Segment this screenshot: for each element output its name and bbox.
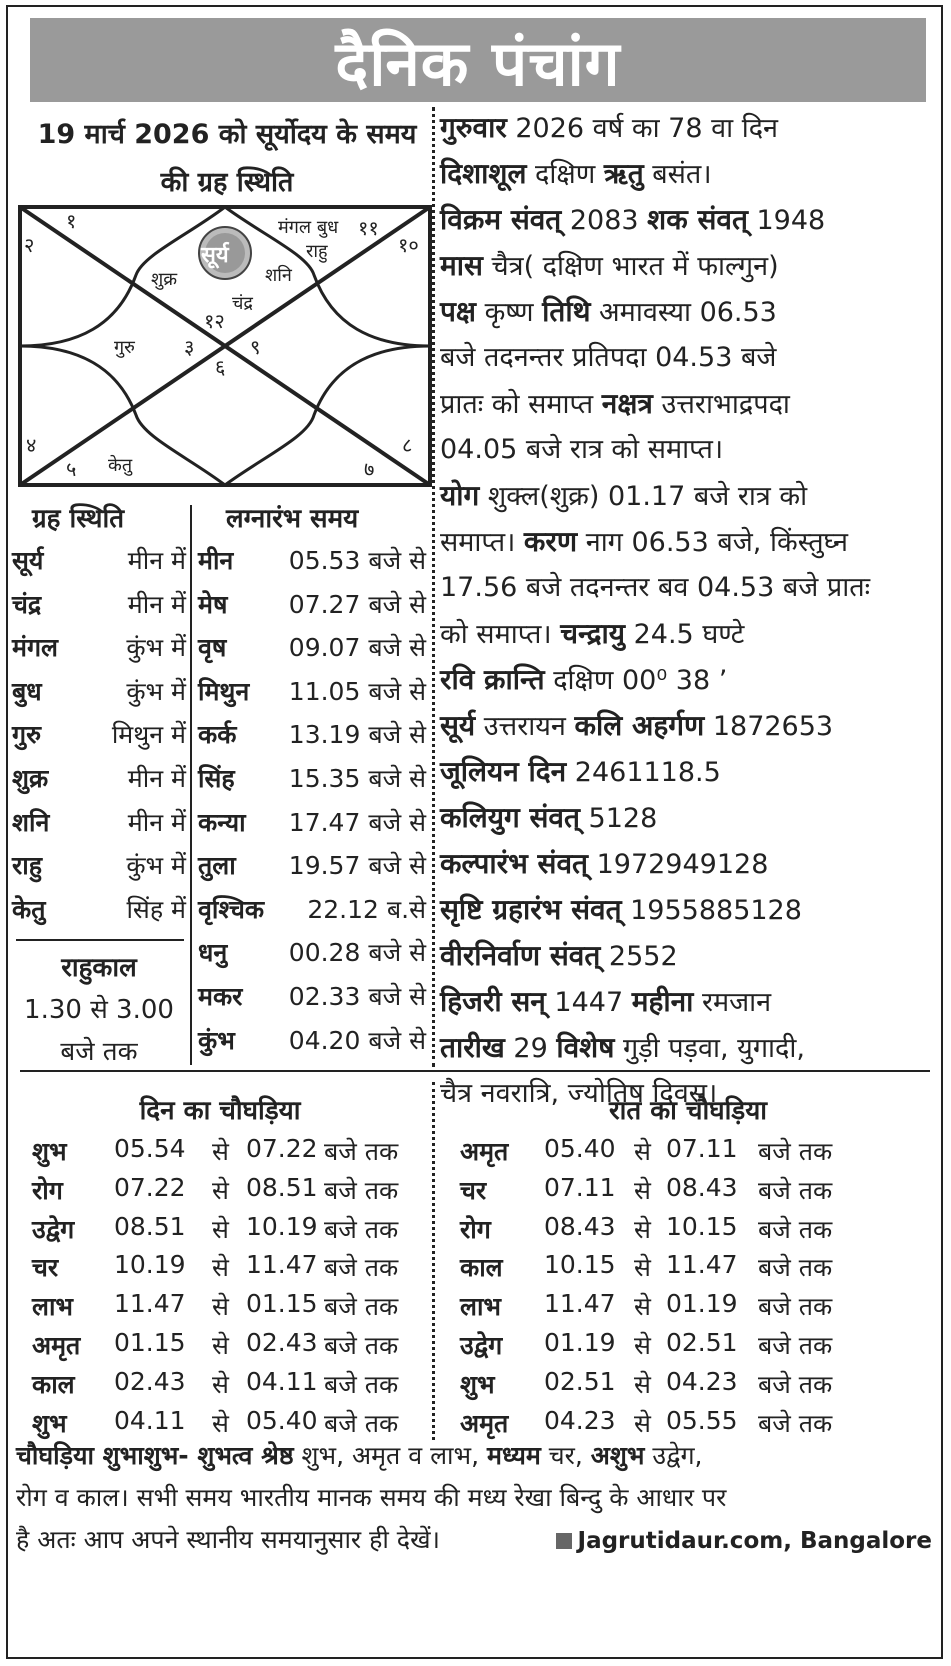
choghadiya-from: 02.43 — [114, 1366, 186, 1396]
choghadiya-to: 10.19 — [246, 1211, 318, 1241]
choghadiya-from: 11.47 — [544, 1289, 616, 1319]
graha-rashi: कुंभ में — [126, 851, 186, 881]
lagna-time: 02.33 बजे से — [288, 982, 426, 1011]
lagna-time: 00.28 बजे से — [288, 938, 426, 968]
panchang-key: शक संवत् — [647, 203, 748, 236]
choghadiya-from: 02.51 — [544, 1366, 616, 1396]
footer-line3: है अतः आप अपने स्थानीय समयानुसार ही देखें। — [16, 1525, 441, 1554]
choghadiya-se: से — [212, 1292, 229, 1322]
graha-rashi: कुंभ में — [126, 633, 186, 663]
lagna-row — [8, 674, 432, 720]
choghadiya-row — [32, 1250, 432, 1291]
lagna-name: तुला — [198, 851, 236, 881]
panchang-key: सृष्टि ग्रहारंभ संवत् — [440, 893, 622, 926]
choghadiya-row — [460, 1328, 860, 1369]
graha-rashi: मीन में — [127, 546, 186, 575]
house-8: ८ — [402, 433, 413, 457]
graha-rashi: कुंभ में — [126, 676, 186, 706]
footer-t2: चर, — [540, 1441, 591, 1470]
panchang-value: नाग 06.53 बजे, किंस्तुघ्न — [577, 527, 849, 558]
choghadiya-se: से — [212, 1214, 229, 1244]
choghadiya-name: काल — [32, 1369, 75, 1399]
panchang-key: हिजरी सन् — [440, 985, 546, 1018]
choghadiya-tak: बजे तक — [758, 1137, 833, 1166]
panchang-key: सूर्य — [440, 709, 476, 742]
choghadiya-se: से — [634, 1408, 651, 1438]
choghadiya-row — [460, 1289, 860, 1330]
panchang-value: रमजान — [693, 987, 772, 1018]
lagna-row — [8, 805, 432, 851]
choghadiya-tak: बजे तक — [324, 1292, 399, 1322]
panchang-value: 04.05 बजे रात्र को समाप्त। — [440, 434, 724, 465]
panchang-key: पक्ष — [440, 295, 476, 328]
graha-name: राहु — [12, 851, 42, 881]
panchang-value: बजे तदनन्तर प्रतिपदा 04.53 बजे — [440, 342, 777, 373]
panchang-value: अमावस्या 06.53 — [590, 297, 777, 328]
choghadiya-row — [32, 1173, 432, 1214]
lagna-row — [8, 848, 432, 894]
choghadiya-se: से — [212, 1175, 229, 1205]
footer-t1: शुभ, अमृत व लाभ, — [293, 1441, 487, 1470]
panchang-line — [440, 1025, 940, 1071]
panchang-value: 5128 — [579, 803, 658, 834]
panchang-line — [440, 979, 940, 1025]
panchang-key: रवि क्रान्ति — [440, 663, 545, 696]
panchang-value: 1955885128 — [621, 895, 802, 926]
panchang-value: 29 — [504, 1033, 557, 1064]
panchang-key: मास — [440, 249, 483, 282]
panchang-value: बसंत। — [643, 159, 712, 190]
lagna-row — [8, 587, 432, 633]
panchang-line — [440, 151, 940, 197]
panchang-value: 2461118.5 — [566, 757, 721, 788]
planet-rahu: राहु — [306, 241, 328, 262]
lagna-time: 11.05 बजे से — [288, 676, 426, 706]
lagna-time: 17.47 बजे से — [288, 807, 426, 837]
panchang-value: उत्तराभाद्रपदा — [652, 389, 790, 420]
panchang-value: 17.56 बजे तदनन्तर बव 04.53 बजे प्रातः — [440, 572, 871, 603]
choghadiya-name: शुभ — [32, 1408, 67, 1438]
panchang-key: जूलियन दिन — [440, 755, 567, 788]
choghadiya-tak: बजे तक — [324, 1214, 399, 1244]
graha-name: शनि — [12, 807, 50, 837]
choghadiya-from: 10.19 — [114, 1250, 186, 1280]
choghadiya-se: से — [634, 1369, 651, 1399]
choghadiya-se: से — [634, 1253, 651, 1283]
panchang-line — [440, 381, 940, 427]
graha-sthiti-heading: ग्रह स्थिति — [32, 504, 125, 534]
panchang-line — [440, 657, 940, 703]
choghadiya-name: रोग — [460, 1214, 491, 1244]
choghadiya-to: 10.15 — [666, 1211, 738, 1241]
choghadiya-se: से — [212, 1408, 229, 1438]
choghadiya-to: 07.11 — [666, 1134, 738, 1163]
panchang-line — [440, 565, 940, 611]
choghadiya-tak: बजे तक — [324, 1369, 399, 1399]
footer-note — [16, 1435, 936, 1561]
lagna-time: 04.20 बजे से — [288, 1025, 426, 1055]
lagna-time: 15.35 बजे से — [288, 764, 426, 793]
din-choghadiya-heading: दिन का चौघड़िया — [139, 1096, 301, 1126]
choghadiya-row — [460, 1367, 860, 1408]
lagna-name: मिथुन — [198, 676, 250, 706]
graha-rashi: सिंह में — [126, 894, 186, 924]
panchang-key: ऋतु — [603, 157, 644, 190]
choghadiya-row — [460, 1173, 860, 1214]
panchang-line — [440, 243, 940, 289]
house-7: ७ — [364, 457, 375, 481]
house-9: ९ — [250, 335, 261, 359]
choghadiya-tak: बजे तक — [324, 1175, 399, 1205]
choghadiya-name: शुभ — [32, 1137, 67, 1166]
choghadiya-to: 02.43 — [246, 1328, 318, 1357]
choghadiya-se: से — [212, 1253, 229, 1283]
lagna-name: धनु — [198, 938, 228, 968]
graha-rashi: मीन में — [127, 589, 186, 619]
choghadiya-to: 01.15 — [246, 1289, 318, 1319]
choghadiya-to: 04.11 — [246, 1366, 318, 1396]
choghadiya-to: 04.23 — [666, 1366, 738, 1396]
house-3: ३ — [184, 335, 195, 359]
panchang-value: प्रातः को समाप्त — [440, 389, 602, 420]
choghadiya-from: 05.40 — [544, 1134, 616, 1163]
house-2: २ — [24, 233, 35, 257]
choghadiya-row — [460, 1134, 860, 1175]
lagna-row — [8, 892, 432, 938]
raat-choghadiya-heading: रात का चौघड़िया — [608, 1096, 768, 1126]
panchang-value: 1948 — [747, 205, 826, 236]
panchang-page — [6, 5, 943, 1659]
lagna-row — [8, 630, 432, 676]
choghadiya-row — [460, 1250, 860, 1291]
lagna-name: कन्या — [198, 807, 246, 837]
lagna-name: वृष — [198, 633, 227, 663]
choghadiya-se: से — [212, 1331, 229, 1360]
panchang-key: नक्षत्र — [601, 387, 653, 420]
panchang-value: गुड़ी पड़वा, युगादी, — [614, 1033, 805, 1064]
lagna-time: 09.07 बजे से — [288, 633, 426, 663]
choghadiya-se: से — [634, 1175, 651, 1205]
panchang-line — [440, 887, 940, 933]
rahukaal-time: 1.30 से 3.00 — [24, 995, 174, 1025]
lagnarambh-heading: लग्नारंभ समय — [226, 504, 359, 534]
house-10: १० — [398, 233, 419, 257]
choghadiya-from: 08.51 — [114, 1211, 186, 1241]
lagna-name: कर्क — [198, 720, 237, 750]
panchang-line — [440, 473, 940, 519]
lagna-name: वृश्चिक — [198, 894, 265, 924]
panchang-value: को समाप्त। — [440, 619, 561, 650]
panchang-value: 2552 — [600, 941, 678, 972]
panchang-line — [440, 749, 940, 795]
choghadiya-name: चर — [460, 1175, 487, 1205]
choghadiya-tak: बजे तक — [758, 1253, 833, 1283]
panchang-value: चैत्र नवरात्रि, ज्योतिष दिवस। — [440, 1078, 718, 1109]
choghadiya-name: काल — [460, 1253, 503, 1283]
page-title: दैनिक पंचांग — [335, 27, 621, 100]
choghadiya-name: अमृत — [32, 1331, 81, 1360]
choghadiya-se: से — [634, 1137, 651, 1166]
footer-b3: अशुभ — [590, 1441, 645, 1470]
choghadiya-se: से — [212, 1137, 229, 1166]
panchang-line — [440, 841, 940, 887]
panchang-details — [440, 105, 940, 1117]
choghadiya-row — [32, 1289, 432, 1330]
choghadiya-from: 10.15 — [544, 1250, 616, 1280]
choghadiya-name: अमृत — [460, 1137, 509, 1166]
choghadiya-name: रोग — [32, 1175, 63, 1205]
graha-name: शुक्र — [12, 764, 49, 793]
planet-shani: शनि — [265, 265, 292, 286]
house-4: ४ — [26, 433, 37, 457]
lagna-row — [8, 717, 432, 763]
choghadiya-tak: बजे तक — [758, 1214, 833, 1244]
panchang-key: वीरनिर्वाण संवत् — [440, 939, 601, 972]
lagna-row — [8, 761, 432, 807]
choghadiya-divider — [432, 1082, 435, 1440]
panchang-line — [440, 335, 940, 381]
house-1: १ — [66, 209, 77, 233]
panchang-key: विक्रम संवत् — [440, 203, 562, 236]
choghadiya-name: चर — [32, 1253, 59, 1283]
panchang-key: तारीख — [440, 1031, 505, 1064]
panchang-key: दिशाशूल — [440, 157, 527, 190]
footer-b1: चौघड़िया शुभाशुभ- शुभत्व श्रेष्ठ — [16, 1441, 294, 1470]
rahukaal-suffix: बजे तक — [60, 1037, 138, 1067]
choghadiya-row — [460, 1212, 860, 1253]
panchang-line — [440, 933, 940, 979]
panchang-value: कृष्ण — [475, 297, 543, 328]
panchang-value: 2083 — [561, 205, 648, 236]
source-text: Jagrutidaur.com, Bangalore — [577, 1528, 932, 1554]
graha-name: सूर्य — [12, 546, 44, 575]
choghadiya-tak: बजे तक — [758, 1331, 833, 1360]
planet-mangal-budh: मंगल बुध — [278, 217, 339, 238]
lagna-name: सिंह — [198, 764, 235, 793]
choghadiya-to: 01.19 — [666, 1289, 738, 1319]
choghadiya-from: 04.23 — [544, 1405, 616, 1435]
footer-line2: रोग व काल। सभी समय भारतीय मानक समय की मध्य रेखा बिन्दु के आधार पर — [16, 1483, 727, 1512]
panchang-line — [440, 795, 940, 841]
graha-name: गुरु — [12, 720, 42, 750]
choghadiya-name: लाभ — [32, 1292, 74, 1322]
choghadiya-to: 07.22 — [246, 1134, 318, 1163]
choghadiya-row — [32, 1134, 432, 1175]
choghadiya-tak: बजे तक — [324, 1331, 399, 1360]
graha-name: केतु — [12, 894, 46, 924]
lagna-time: 13.19 बजे से — [288, 720, 426, 750]
choghadiya-se: से — [212, 1369, 229, 1399]
planet-shukra: शुक्र — [151, 269, 178, 290]
choghadiya-from: 01.19 — [544, 1328, 616, 1357]
choghadiya-tak: बजे तक — [758, 1292, 833, 1322]
panchang-value: 1972949128 — [588, 849, 769, 880]
choghadiya-name: उद्वेग — [460, 1331, 503, 1360]
panchang-key: कल्पारंभ संवत् — [440, 847, 589, 880]
lagna-time: 22.12 ब.से — [307, 894, 426, 924]
panchang-value: 1447 — [545, 987, 632, 1018]
panchang-key: गुरुवार — [440, 111, 507, 144]
choghadiya-to: 11.47 — [666, 1250, 738, 1280]
choghadiya-tak: बजे तक — [758, 1369, 833, 1399]
choghadiya-se: से — [634, 1214, 651, 1244]
panchang-value: उत्तरायन — [475, 711, 575, 742]
choghadiya-row — [32, 1367, 432, 1408]
choghadiya-from: 01.15 — [114, 1328, 186, 1357]
lagna-name: मकर — [198, 982, 243, 1011]
lagna-name: मेष — [198, 589, 228, 619]
choghadiya-from: 07.22 — [114, 1172, 186, 1202]
lagna-name: कुंभ — [198, 1025, 235, 1055]
panchang-line — [440, 611, 940, 657]
panchang-value: समाप्त। — [440, 527, 524, 558]
choghadiya-row — [32, 1212, 432, 1253]
panchang-key: तिथि — [542, 295, 591, 328]
panchang-key: कलि अहर्गण — [574, 709, 705, 742]
choghadiya-to: 02.51 — [666, 1328, 738, 1357]
choghadiya-to: 08.43 — [666, 1172, 738, 1202]
choghadiya-from: 11.47 — [114, 1289, 186, 1319]
square-icon — [556, 1533, 572, 1549]
choghadiya-to: 08.51 — [246, 1172, 318, 1202]
choghadiya-to: 11.47 — [246, 1250, 318, 1280]
panchang-value: दक्षिण 00⁰ 38 ’ — [544, 665, 728, 696]
panchang-value: 2026 वर्ष का 78 वा दिन — [506, 113, 779, 144]
house-12: १२ — [204, 309, 225, 333]
panchang-key: कलियुग संवत् — [440, 801, 580, 834]
panchang-line — [440, 105, 940, 151]
title-banner — [30, 18, 926, 102]
choghadiya-name: लाभ — [460, 1292, 502, 1322]
rahukaal-box — [8, 947, 190, 1073]
choghadiya-from: 07.11 — [544, 1172, 616, 1202]
graha-name: बुध — [12, 676, 42, 706]
chart-title: 19 मार्च 2026 को सूर्योदय के समय की ग्रह स्थिति — [37, 119, 417, 198]
panchang-key: योग — [440, 479, 480, 512]
panchang-value: शुक्ल(शुक्र) 01.17 बजे रात्र को — [479, 481, 808, 512]
footer-t3: उद्वेग, — [644, 1441, 703, 1470]
graha-name: चंद्र — [12, 589, 42, 619]
graha-rashi: मीन में — [127, 764, 186, 793]
choghadiya-tak: बजे तक — [758, 1175, 833, 1205]
planet-chandra: चंद्र — [232, 293, 253, 314]
planet-surya: सूर्य — [201, 243, 229, 268]
choghadiya-tak: बजे तक — [324, 1137, 399, 1166]
panchang-line — [440, 289, 940, 335]
rahukaal-title: राहुकाल — [61, 953, 137, 983]
panchang-line — [440, 519, 940, 565]
choghadiya-name: उद्वेग — [32, 1214, 75, 1244]
footer-source — [556, 1519, 932, 1562]
panchang-value: चैत्र( दक्षिण भारत में फाल्गुन) — [482, 251, 779, 282]
house-6: ६ — [215, 355, 226, 379]
lagna-time: 19.57 बजे से — [288, 851, 426, 881]
lagna-name: मीन — [198, 546, 234, 575]
choghadiya-to: 05.40 — [246, 1405, 318, 1435]
choghadiya-name: शुभ — [460, 1369, 495, 1399]
choghadiya-tak: बजे तक — [758, 1408, 833, 1438]
choghadiya-from: 08.43 — [544, 1211, 616, 1241]
panchang-key: चन्द्रायु — [560, 617, 626, 650]
graha-rashi: मीन में — [127, 807, 186, 837]
choghadiya-tak: बजे तक — [324, 1408, 399, 1438]
panchang-key: महीना — [631, 985, 694, 1018]
choghadiya-row — [32, 1328, 432, 1369]
panchang-key: करण — [523, 525, 578, 558]
lagna-row — [8, 543, 432, 589]
lagna-time: 07.27 बजे से — [288, 589, 426, 619]
house-11: ११ — [358, 216, 379, 240]
house-5: ५ — [66, 457, 77, 481]
lagna-time: 05.53 बजे से — [288, 546, 426, 575]
choghadiya-from: 05.54 — [114, 1134, 186, 1163]
column-divider — [432, 107, 435, 1067]
choghadiya-to: 05.55 — [666, 1405, 738, 1435]
choghadiya-from: 04.11 — [114, 1405, 186, 1435]
choghadiya-tak: बजे तक — [324, 1253, 399, 1283]
panchang-value: दक्षिण — [526, 159, 604, 190]
panchang-line — [440, 197, 940, 243]
footer-b2: मध्यम — [487, 1441, 541, 1470]
planet-ketu: केतु — [108, 455, 133, 476]
panchang-value: 24.5 घण्टे — [625, 619, 745, 650]
choghadiya-se: से — [634, 1292, 651, 1322]
choghadiya-name: अमृत — [460, 1408, 509, 1438]
panchang-line — [440, 427, 940, 473]
panchang-value: 1872653 — [704, 711, 834, 742]
planet-guru: गुरु — [114, 337, 135, 358]
graha-rashi: मिथुन में — [111, 720, 186, 750]
graha-name: मंगल — [12, 633, 58, 663]
choghadiya-se: से — [634, 1331, 651, 1360]
panchang-line — [440, 703, 940, 749]
panchang-key: विशेष — [556, 1031, 615, 1064]
